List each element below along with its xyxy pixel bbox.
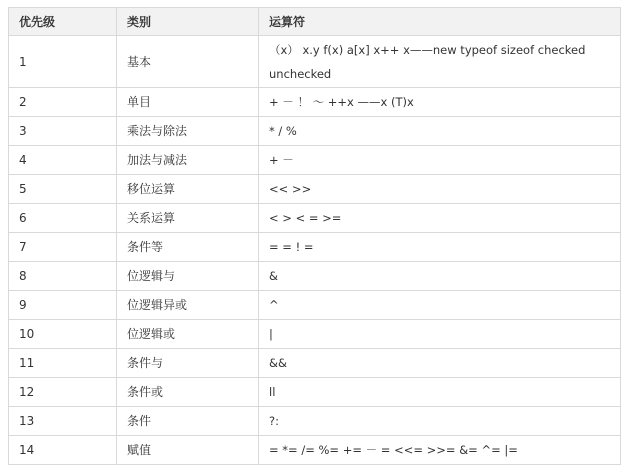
table-row <box>9 320 621 349</box>
header-priority: 优先级 <box>9 8 117 36</box>
category-cell: 条件 <box>117 407 259 436</box>
category-cell: 位逻辑与 <box>117 262 259 291</box>
table-row <box>9 407 621 436</box>
header-operators: 运算符 <box>259 8 621 36</box>
category-cell: 单目 <box>117 88 259 117</box>
priority-cell: 9 <box>9 291 117 320</box>
operators-cell: << >> <box>259 175 621 204</box>
priority-cell: 11 <box>9 349 117 378</box>
table-row <box>9 436 621 465</box>
table-row <box>9 349 621 378</box>
operators-cell: （x） x.y f(x) a[x] x++ x——new typeof sizeof checked unchecked <box>259 36 621 88</box>
operators-cell: + － <box>259 146 621 175</box>
operator-precedence-table-container <box>8 7 621 465</box>
category-cell: 关系运算 <box>117 204 259 233</box>
category-cell: 赋值 <box>117 436 259 465</box>
operator-precedence-table <box>8 7 621 465</box>
operators-cell: ?: <box>259 407 621 436</box>
table-row <box>9 204 621 233</box>
operators-cell: ^ <box>259 291 621 320</box>
operators-cell: ll <box>259 378 621 407</box>
operators-cell: * / % <box>259 117 621 146</box>
table-header-row <box>9 8 621 36</box>
operators-cell: & <box>259 262 621 291</box>
table-row <box>9 175 621 204</box>
priority-cell: 6 <box>9 204 117 233</box>
category-cell: 条件与 <box>117 349 259 378</box>
operators-cell: = = ! = <box>259 233 621 262</box>
priority-cell: 8 <box>9 262 117 291</box>
operators-cell: && <box>259 349 621 378</box>
table-row <box>9 291 621 320</box>
operators-cell: < > < = >= <box>259 204 621 233</box>
table-row <box>9 36 621 88</box>
priority-cell: 4 <box>9 146 117 175</box>
category-cell: 基本 <box>117 36 259 88</box>
table-row <box>9 88 621 117</box>
category-cell: 移位运算 <box>117 175 259 204</box>
table-row <box>9 233 621 262</box>
priority-cell: 10 <box>9 320 117 349</box>
table-row <box>9 378 621 407</box>
priority-cell: 1 <box>9 36 117 88</box>
category-cell: 位逻辑异或 <box>117 291 259 320</box>
operators-cell: + － ！ ～ ++x ——x (T)x <box>259 88 621 117</box>
priority-cell: 3 <box>9 117 117 146</box>
category-cell: 位逻辑或 <box>117 320 259 349</box>
table-row <box>9 262 621 291</box>
priority-cell: 5 <box>9 175 117 204</box>
priority-cell: 12 <box>9 378 117 407</box>
category-cell: 乘法与除法 <box>117 117 259 146</box>
priority-cell: 7 <box>9 233 117 262</box>
priority-cell: 14 <box>9 436 117 465</box>
header-category: 类别 <box>117 8 259 36</box>
operators-cell: | <box>259 320 621 349</box>
category-cell: 加法与减法 <box>117 146 259 175</box>
priority-cell: 13 <box>9 407 117 436</box>
table-row <box>9 146 621 175</box>
operators-cell: = *= /= %= += － = <<= >>= &= ^= |= <box>259 436 621 465</box>
table-row <box>9 117 621 146</box>
priority-cell: 2 <box>9 88 117 117</box>
category-cell: 条件等 <box>117 233 259 262</box>
category-cell: 条件或 <box>117 378 259 407</box>
